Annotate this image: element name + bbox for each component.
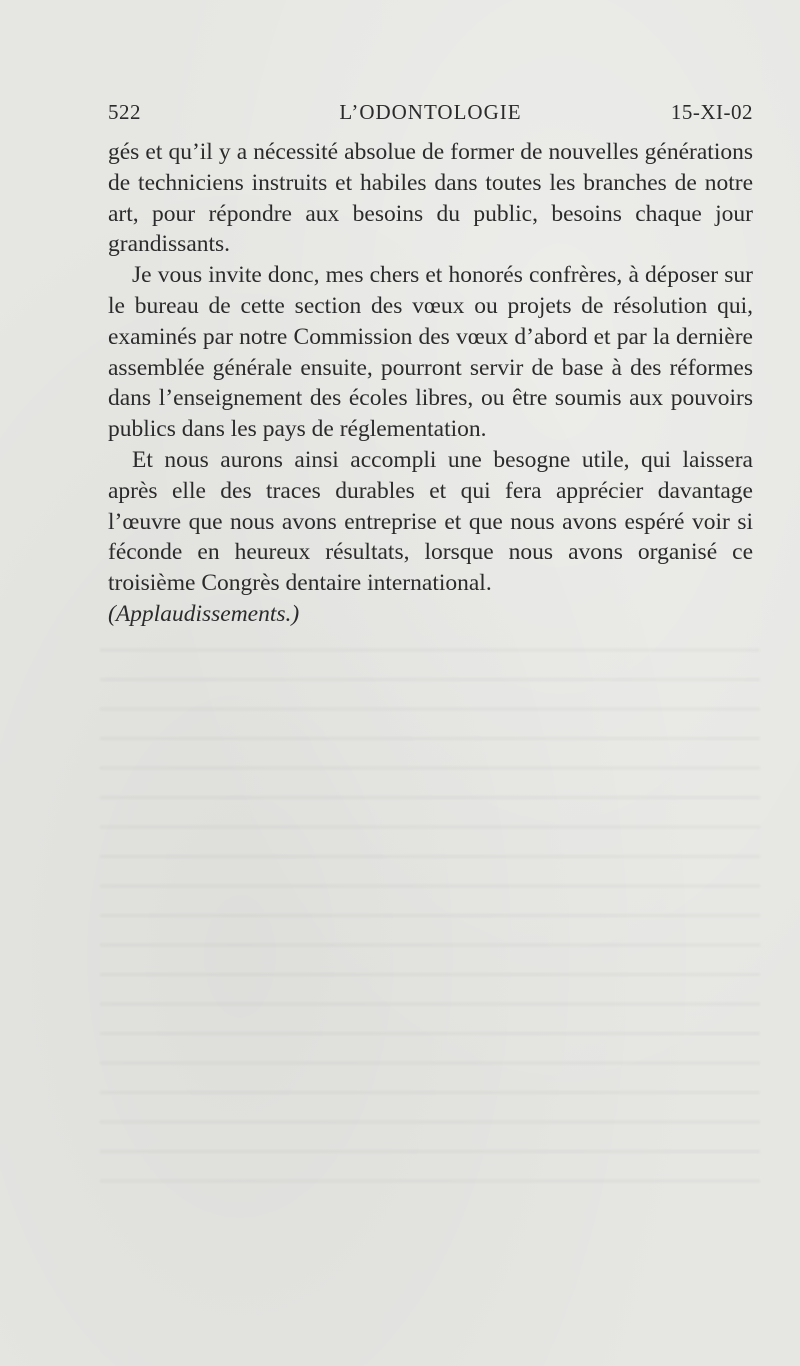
reverse-side-bleed-through — [100, 630, 760, 1190]
paragraph: Et nous aurons ainsi accompli une besogne utile, qui laissera après elle des traces durables et qui fera apprécier davantage l’œuvre que nous avons entreprise et que nous avons espéré voir si féconde en heureux résultats, lorsque nous avons organisé ce troisième Congrès dentaire international. — [108, 446, 753, 597]
issue-date: 15-XI-02 — [670, 100, 753, 124]
page-header — [108, 100, 753, 130]
applause-note: (Applaudissements.) — [108, 600, 300, 627]
paragraph: Je vous invite donc, mes chers et honorés confrères, à déposer sur le bureau de cette section des vœux ou projets de résolution qui, examinés par notre Commission des vœux d’abord et par la dernière assemblée générale ensuite, pourront servir de base à des réformes dans l’enseignement des écoles libres, ou être soumis aux pouvoirs publics dans les pays de réglementation. — [108, 262, 753, 443]
page-number: 522 — [108, 100, 141, 124]
closing-note — [108, 599, 753, 630]
running-title: L’ODONTOLOGIE — [339, 100, 522, 124]
body-text — [108, 137, 753, 630]
paragraph-continued: gés et qu’il y a nécessité absolue de former de nouvelles générations de techniciens instruits et habiles dans toutes les branches de notre art, pour répondre aux besoins du public, besoins chaque jour grandissants. — [108, 139, 753, 258]
